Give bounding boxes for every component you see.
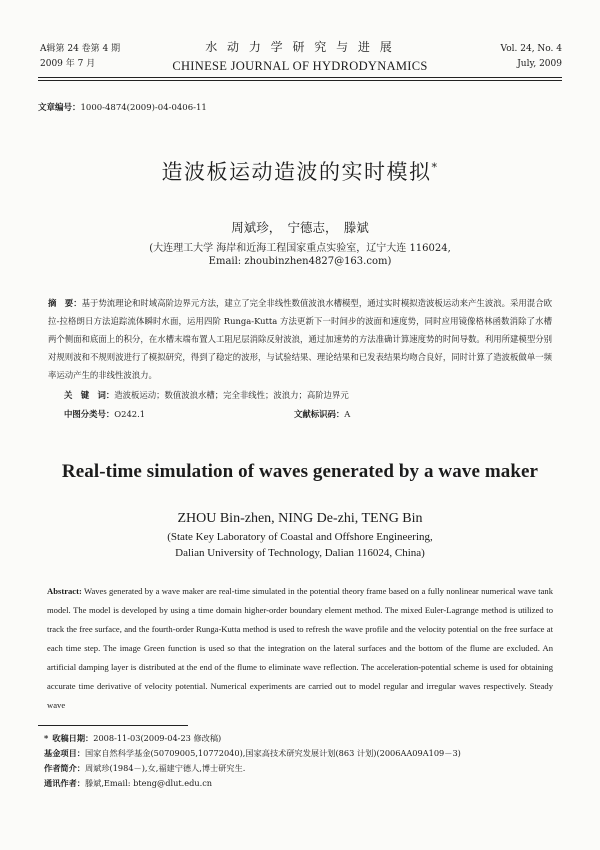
footnote-contact [44, 776, 461, 791]
author-bio-label: 作者简介： [44, 763, 85, 773]
article-number-value: 1000-4874(2009)-04-0406-11 [80, 103, 207, 113]
header-volume-number: Vol. 24, No. 4 [500, 44, 562, 54]
header-volume-en [501, 42, 562, 72]
footnote-rule [38, 725, 188, 726]
author-bio-value: 周斌珍(1984－),女,福建宁德人,博士研究生. [84, 763, 246, 773]
header-issue-info [40, 42, 120, 72]
journal-name-en: CHINESE JOURNAL OF HYDRODYNAMICS [172, 59, 428, 73]
title-en: Real-time simulation of waves generated by a wave maker [61, 461, 539, 482]
article-number-label: 文章编号： [38, 103, 81, 113]
contact-label: 通讯作者： [44, 778, 85, 788]
keywords-cn-text: 造波板运动；数值波浪水槽；完全非线性；波浪力；高阶边界元 [114, 390, 349, 400]
journal-name-cn: 水 动 力 学 研 究 与 进 展 [205, 40, 395, 54]
abstract-cn-text: 基于势流理论和时域高阶边界元方法，建立了完全非线性数值波浪水槽模型，通过实时模拟造波板运动来产生波浪。采用混合欧拉-拉格朗日方法追踪流体瞬时水面，运用四阶 Runga-Kutta 方法更新下一时间步的波面和速度势，同时应用镜像格林函数消除了水槽两个侧面和底面上的积分，在水槽末端布置人工阻尼层消除反射波浪，通过加速势的方法准确计算速度势的时间导数。利用所建模型分别对规则波和不规则波进行了模拟研究，得到了稳定的波形，与试验结果、理论结果和已发表结果均吻合良好，同时计算了造波板做单一频率运动产生的非线性波浪力。 [48, 298, 553, 380]
footnote-author [44, 761, 461, 776]
abstract-en-label: Abstract: [47, 586, 82, 596]
footnote-fund [44, 746, 461, 761]
abstract-cn [48, 294, 552, 384]
header-rule [38, 77, 562, 78]
footnote-star: * [44, 733, 49, 743]
affiliation-cn: (大连理工大学 海岸和近海工程国家重点实验室，辽宁大连 116024, [149, 243, 451, 254]
authors-en: ZHOU Bin-zhen, NING De-zhi, TENG Bin [177, 511, 423, 526]
author-email: Email: zhoubinzhen4827@163.com) [208, 256, 392, 267]
classification-label: 中图分类号： [64, 409, 115, 419]
footnotes [44, 731, 461, 791]
contact-value: 滕斌,Email: bteng@dlut.edu.cn [84, 778, 213, 788]
title-cn-text: 造波板运动造波的实时模拟 [161, 160, 432, 184]
header-volume: A辑第 24 卷第 4 期 [40, 44, 121, 54]
authors-cn: 周斌珍， 宁德志， 滕斌 [231, 220, 369, 235]
keywords-cn [64, 389, 349, 401]
fund-label: 基金项目： [44, 748, 85, 758]
header-month: July, 2009 [517, 59, 562, 69]
abstract-cn-label: 摘 要： [48, 298, 82, 308]
classification-value: O242.1 [114, 409, 146, 419]
title-cn [0, 156, 600, 186]
footnote-received [44, 731, 461, 746]
header-rule-thin [38, 80, 562, 81]
received-value: 2008-11-03(2009-04-23 修改稿) [93, 733, 222, 743]
article-number [38, 101, 207, 113]
fund-value: 国家自然科学基金(50709005,10772040),国家高技术研究发展计划(863 计划)(2006AA09A109－3) [84, 748, 461, 758]
keywords-cn-label: 关 键 词： [64, 390, 115, 400]
affiliation-en-line1: (State Key Laboratory of Coastal and Offshore Engineering, [167, 531, 433, 543]
document-code [294, 408, 350, 420]
document-code-label: 文献标识码： [294, 409, 345, 419]
abstract-en-text: Waves generated by a wave maker are real-time simulated in the potential theory frame based on a fully nonlinear numerical wave tank model. The model is developed by using a time domain higher-order boundary element method. The mixed Euler-Lagrange method is utilized to track the free surface, and the fourth-order Runga-Kutta method is used to refresh the wave profile and the velocity potential on the free surface at each time step. The image Green function is used so that the integration on the lateral surfaces and the bottom of the flume are excluded. An artificial damping layer is distributed at the end of the flume to eliminate wave reflection. The acceleration-potential scheme is used for obtaining accurate time derivative of velocity potential. Numerical experiments are carried out to model regular and irregular waves respectively. Steady wave [47, 586, 553, 710]
received-label: 收稿日期： [52, 733, 94, 743]
title-footnote-mark: * [431, 161, 439, 174]
affiliation-en-line2: Dalian University of Technology, Dalian 116024, China) [175, 547, 425, 559]
abstract-en [47, 582, 553, 715]
header-date: 2009 年 7 月 [40, 59, 96, 69]
classification-row [64, 408, 534, 420]
header-journal [150, 38, 450, 74]
document-code-value: A [344, 409, 351, 419]
